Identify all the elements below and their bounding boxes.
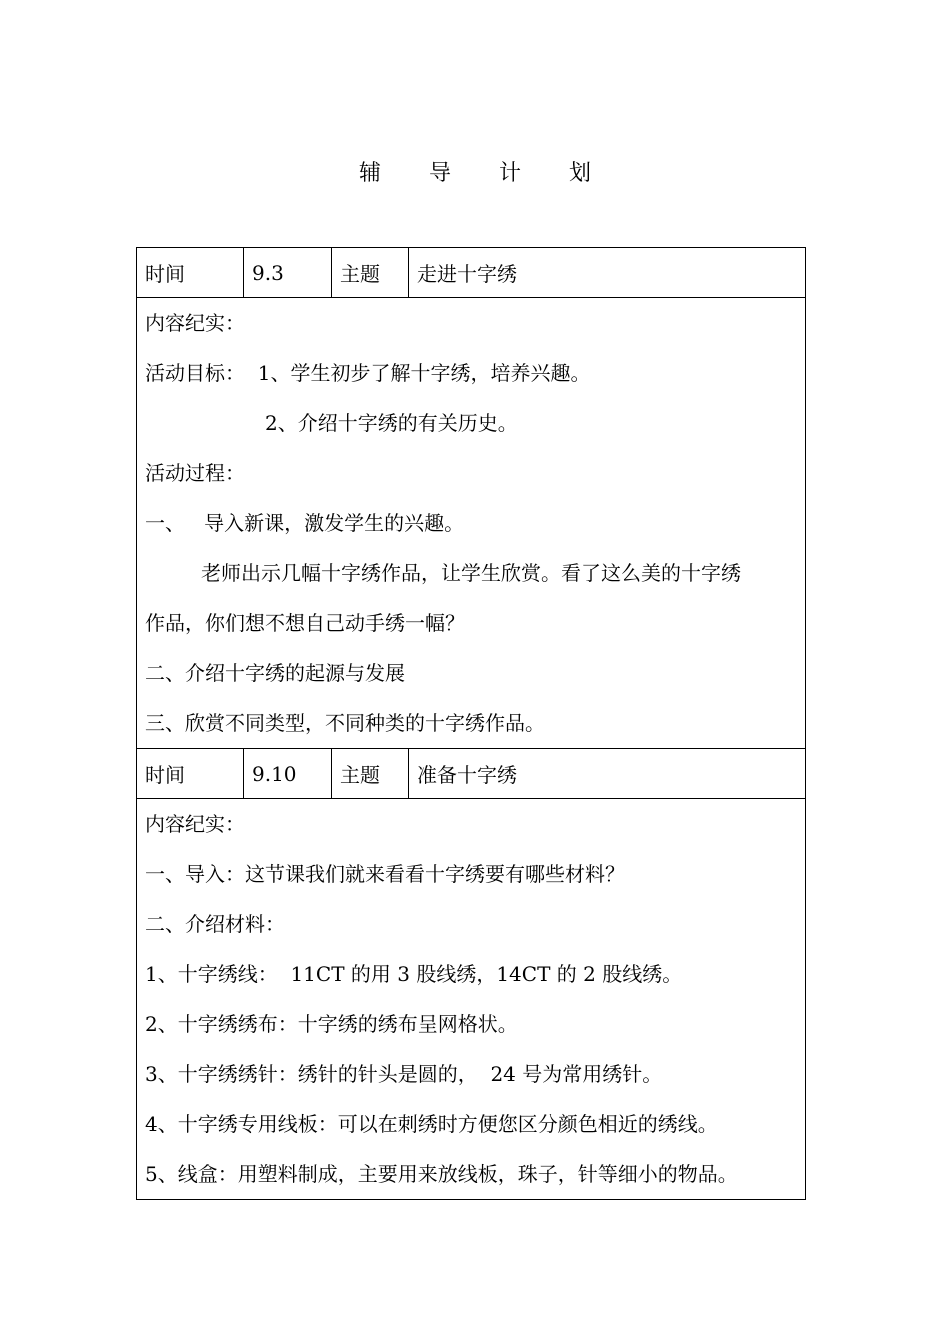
theme-label: 主题 [332, 749, 409, 799]
content-line: 作品，你们想不想自己动手绣一幅？ [145, 611, 465, 635]
theme-value: 准备十字绣 [409, 749, 806, 799]
content-line: 2、十字绣绣布：十字绣的绣布呈网格状。 [145, 1012, 518, 1036]
title-char: 计 [499, 161, 522, 186]
time-label: 时间 [137, 749, 244, 799]
content-line: 活动目标： 1、学生初步了解十字绣，培养兴趣。 [145, 361, 591, 385]
session-content-row [137, 799, 806, 1200]
content-line: 一、导入：这节课我们就来看看十字绣要有哪些材料？ [145, 862, 625, 886]
time-label: 时间 [137, 248, 244, 298]
content-line: 1、十字绣线： 11CT 的用 3 股线绣，14CT 的 2 股线绣。 [145, 962, 683, 986]
content-line: 二、介绍材料： [145, 912, 285, 936]
title-char: 辅 [358, 161, 381, 186]
content-cell [137, 298, 806, 749]
content-cell [137, 799, 806, 1200]
content-line: 内容纪实： [145, 311, 245, 335]
session-header-row [137, 248, 806, 298]
title-char: 划 [569, 161, 592, 186]
content-line: 内容纪实： [145, 812, 245, 836]
time-value: 9.3 [244, 248, 332, 298]
content-line: 3、十字绣绣针：绣针的针头是圆的， 24 号为常用绣针。 [145, 1062, 663, 1086]
content-line: 老师出示几幅十字绣作品，让学生欣赏。看了这么美的十字绣 [201, 561, 741, 585]
content-line: 5、线盒：用塑料制成，主要用来放线板，珠子，针等细小的物品。 [145, 1162, 738, 1186]
plan-table [136, 247, 806, 1200]
theme-value: 走进十字绣 [409, 248, 806, 298]
session-header-row [137, 749, 806, 799]
title-char: 导 [428, 161, 451, 186]
content-line: 三、欣赏不同类型，不同种类的十字绣作品。 [145, 711, 545, 735]
content-line: 活动过程： [145, 461, 245, 485]
page-title [0, 156, 950, 187]
content-line: 二、介绍十字绣的起源与发展 [145, 661, 405, 685]
session-content-row [137, 298, 806, 749]
time-value: 9.10 [244, 749, 332, 799]
content-line: 4、十字绣专用线板：可以在刺绣时方便您区分颜色相近的绣线。 [145, 1112, 718, 1136]
content-line: 一、 导入新课，激发学生的兴趣。 [145, 511, 465, 535]
theme-label: 主题 [332, 248, 409, 298]
content-line: 2、介绍十字绣的有关历史。 [265, 411, 518, 435]
